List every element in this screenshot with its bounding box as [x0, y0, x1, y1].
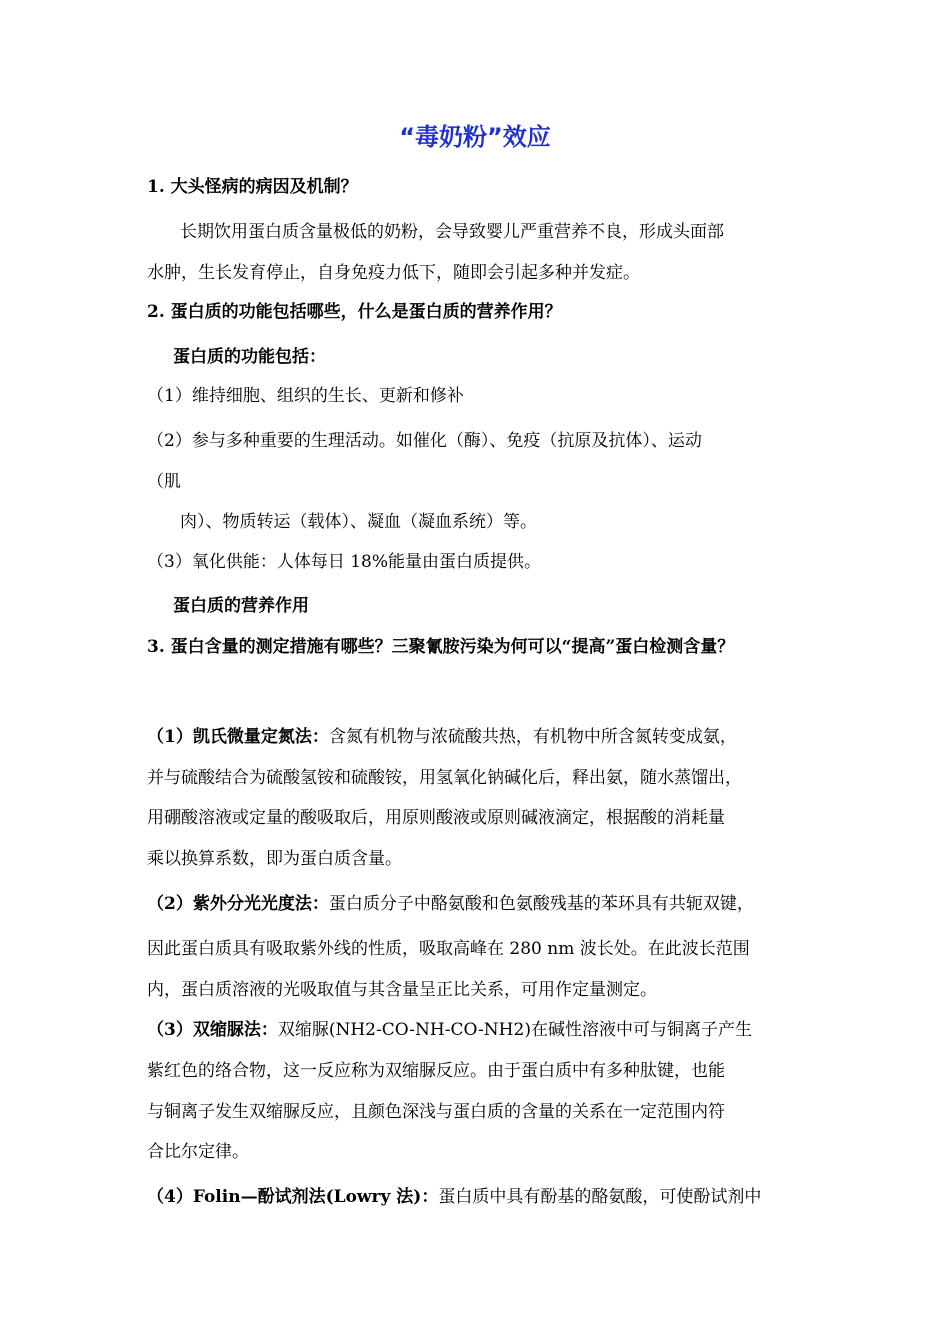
text-line-m2a: [147, 893, 754, 915]
text-line-m3b: [147, 1060, 725, 1082]
text-run: 合比尔定律。: [147, 1142, 249, 1162]
text-run: 长期饮用蛋白质含量极低的奶粉，会导致婴儿严重营养不良，形成头面部: [180, 222, 724, 242]
text-line-q1: [147, 176, 358, 198]
bold-text: 蛋白质的功能包括：: [173, 347, 326, 367]
bold-text: 1. 大头怪病的病因及机制？: [147, 177, 358, 197]
text-line-f2: [147, 430, 702, 452]
text-line-m1c: [147, 807, 725, 829]
bold-text: 3. 蛋白含量的测定措施有哪些？三聚氰胺污染为何可以“提高”蛋白检测含量？: [147, 637, 735, 657]
text-line-m2c: [147, 979, 657, 1001]
text-line-p1a: [180, 221, 724, 243]
text-line-q3: [147, 636, 734, 658]
text-run: 紫红色的络合物，这一反应称为双缩脲反应。由于蛋白质中有多种肽键，也能: [147, 1061, 725, 1081]
text-line-m3a: [147, 1019, 752, 1041]
text-run: 用硼酸溶液或定量的酸吸取后，用原则酸液或原则碱液滴定，根据酸的消耗量: [147, 808, 725, 828]
text-line-q2: [147, 301, 562, 323]
text-run: （2）参与多种重要的生理活动。如催化（酶）、免疫（抗原及抗体）、运动: [147, 431, 702, 451]
text-line-m3c: [147, 1101, 725, 1123]
text-line-f3: [147, 551, 541, 573]
text-run: 水肿，生长发育停止，自身免疫力低下，随即会引起多种并发症。: [147, 263, 640, 283]
bold-text: （1）凯氏微量定氮法：: [147, 727, 329, 747]
text-run: （肌: [147, 472, 181, 492]
text-run: 因此蛋白质具有吸取紫外线的性质，吸取高峰在 280 nm 波长处。在此波长范围: [147, 939, 750, 959]
text-run: 蛋白质中具有酚基的酪氨酸，可使酚试剂中: [438, 1187, 762, 1207]
text-line-m1d: [147, 848, 402, 870]
text-run: 含氮有机物与浓硫酸共热，有机物中所含氮转变成氨，: [328, 727, 737, 747]
text-run: 并与硫酸结合为硫酸氢铵和硫酸铵，用氢氧化钠碱化后，释出氨，随水蒸馏出，: [147, 768, 742, 788]
text-line-m4a: [147, 1186, 761, 1208]
text-run: 乘以换算系数，即为蛋白质含量。: [147, 849, 402, 869]
document-title: “毒奶粉”效应: [399, 123, 551, 151]
text-run: 双缩脲(NH2-CO-NH-CO-NH2)在碱性溶液中可与铜离子产生: [277, 1020, 752, 1040]
text-run: 与铜离子发生双缩脲反应，且颜色深浅与蛋白质的含量的关系在一定范围内符: [147, 1102, 725, 1122]
text-line-m2b: [147, 938, 750, 960]
bold-text: 蛋白质的营养作用: [173, 596, 309, 616]
bold-text: （3）双缩脲法：: [147, 1020, 278, 1040]
text-line-h2b: [173, 595, 309, 617]
text-line-f2b: [147, 471, 181, 493]
bold-text: （4）Folin—酚试剂法(Lowry 法)：: [147, 1187, 439, 1207]
text-run: 内，蛋白质溶液的光吸取值与其含量呈正比关系，可用作定量测定。: [147, 980, 657, 1000]
text-line-f2c: [180, 511, 537, 533]
text-line-m1b: [147, 767, 742, 789]
text-line-m3d: [147, 1141, 249, 1163]
bold-text: 2. 蛋白质的功能包括哪些，什么是蛋白质的营养作用？: [147, 302, 562, 322]
text-line-m1a: [147, 726, 737, 748]
text-line-h2a: [173, 346, 326, 368]
text-run: 肉）、物质转运（载体）、凝血（凝血系统）等。: [180, 512, 537, 532]
text-run: （3）氧化供能：人体每日 18%能量由蛋白质提供。: [147, 552, 542, 572]
text-run: （1）维持细胞、组织的生长、更新和修补: [147, 386, 464, 406]
text-line-p1b: [147, 262, 640, 284]
text-run: 蛋白质分子中酪氨酸和色氨酸残基的苯环具有共轭双键，: [328, 894, 754, 914]
text-line-f1: [147, 385, 464, 407]
bold-text: （2）紫外分光光度法：: [147, 894, 329, 914]
